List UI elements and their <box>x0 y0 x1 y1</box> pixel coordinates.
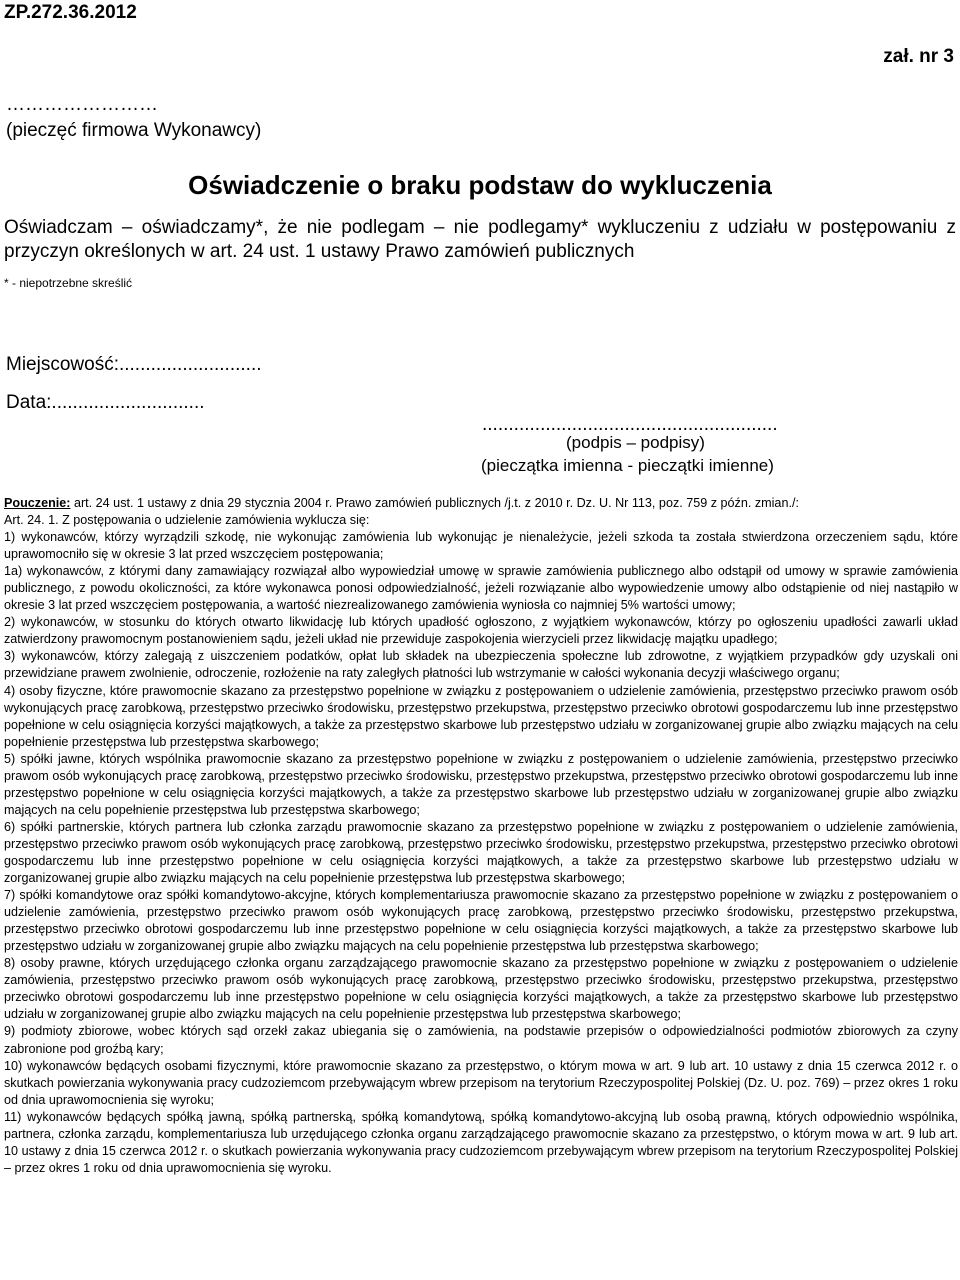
attachment-number: zał. nr 3 <box>883 46 954 67</box>
notice-item: 8) osoby prawne, których urzędującego członka organu zarządzającego prawomocnie skazano za przestępstwo popełnione w związku z postępowaniem o udzielenie zamówienia, przestępstwo przeciwko prawom osób wykonujących pracę zarobkową, przestępstwo przeciwko środowisku, przestępstwo przekupstwa, przestępstwo przeciwko obrotowi gospodarczemu lub inne przestępstwo popełnione w celu osiągnięcia korzyści majątkowych, a także za przestępstwo skarbowe lub przestępstwo udziału w zorganizowanej grupie albo związku mających na celu popełnienie przestępstwa lub przestępstwa skarbowego; <box>4 956 958 1022</box>
footnote: * - niepotrzebne skreślić <box>4 276 133 290</box>
notice-item: 1a) wykonawców, z którymi dany zamawiający rozwiązał albo wypowiedział umowę w sprawie zamówienia publicznego albo odstąpił od umowy w sprawie zamówienia publicznego, z powodu okoliczności, za które wykonawca ponosi odpowiedzialność, jeżeli rozwiązanie albo wypowiedzenie umowy albo odstąpienie od niej nastąpiło w okresie 3 lat przed wszczęciem postępowania, a wartość niezrealizowanego zamówienia wyniosła co najmniej 5% wartości umowy; <box>4 564 958 613</box>
notice-article: Art. 24. 1. Z postępowania o udzielenie zamówienia wyklucza się: <box>4 513 370 528</box>
reference-number: ZP.272.36.2012 <box>4 2 137 23</box>
seal-label: (pieczęć firmowa Wykonawcy) <box>6 120 262 141</box>
notice-item: 3) wykonawców, którzy zalegają z uiszczeniem podatków, opłat lub składek na ubezpieczenia społeczne lub zdrowotne, z wyjątkiem przypadków gdy uzyskali oni przewidziane prawem zwolnienie, odroczenie, rozłożenie na raty zaległych płatności lub wstrzymanie w całości wykonania decyzji właściwego organu; <box>4 649 958 681</box>
notice-item: 4) osoby fizyczne, które prawomocnie skazano za przestępstwo popełnione w związku z postępowaniem o udzielenie zamówienia, przestępstwo przeciwko prawom osób wykonujących pracę zarobkową, przestępstwo przeciwko środowisku, przestępstwo przekupstwa, przestępstwo przeciwko obrotowi gospodarczemu lub inne przestępstwo popełnione w celu osiągnięcia korzyści majątkowych, a także za przestępstwo skarbowe lub przestępstwo udziału w zorganizowanej grupie albo związku mających na celu popełnienie przestępstwa lub przestępstwa skarbowego; <box>4 683 958 749</box>
declaration-text: Oświadczam – oświadczamy*, że nie podlegam – nie podlegamy* wykluczeniu z udziału w postępowaniu z przyczyn określonych w art. 24 ust. 1 ustawy Prawo zamówień publicznych <box>4 217 956 262</box>
notice-items <box>4 529 958 1177</box>
notice-item: 2) wykonawców, w stosunku do których otwarto likwidację lub których upadłość ogłoszono, z wyjątkiem wykonawców, którzy po ogłoszeniu upadłości zawarli układ zatwierdzony prawomocnym postanowieniem sądu, jeżeli układ nie przewiduje zaspokojenia wierzycieli przez likwidację majątku upadłego; <box>4 615 958 647</box>
notice-label: Pouczenie: <box>4 496 71 510</box>
signature-label: (podpis – podpisy) <box>566 433 705 452</box>
signature-line: ........................................................ <box>482 414 778 435</box>
notice-item: 6) spółki partnerskie, których partnera lub członka zarządu prawomocnie skazano za przestępstwo popełnione w związku z postępowaniem o udzielenie zamówienia, przestępstwo przeciwko prawom osób wykonujących pracę zarobkową, przestępstwo przeciwko środowisku, przestępstwo przekupstwa, przestępstwo przeciwko obrotowi gospodarczemu lub inne przestępstwo popełnione w celu osiągnięcia korzyści majątkowych, a także za przestępstwo skarbowe lub przestępstwo udziału w zorganizowanej grupie albo związku mających na celu popełnienie przestępstwa lub przestępstwa skarbowego; <box>4 819 958 886</box>
notice-item: 9) podmioty zbiorowe, wobec których sąd orzekł zakaz ubiegania się o zamówienia, na podstawie przepisów o odpowiedzialności podmiotów zbiorowych za czyny zabronione pod groźbą kary; <box>4 1024 958 1056</box>
notice-intro <box>4 495 958 512</box>
stamp-label: (pieczątka imienna - pieczątki imienne) <box>481 456 774 475</box>
notice-item: 11) wykonawców będących spółką jawną, spółką partnerską, spółką komandytową, spółką komandytowo-akcyjną lub osobą prawną, których odpowiednio wspólnika, partnera, członka zarządu, komplementariusza lub urzędującego członka organu zarządzającego prawomocnie skazano za przestępstwo, o którym mowa w art. 9 lub art. 10 ustawy z dnia 15 czerwca 2012 r. o skutkach powierzania wykonywania pracy cudzoziemcom przebywającym wbrew przepisom na terytorium Rzeczypospolitej Polskiej – przez okres 1 roku od dnia uprawomocnienia się wyroku. <box>4 1109 958 1175</box>
document-title: Oświadczenie o braku podstaw do wykluczenia <box>188 170 772 200</box>
seal-dots: …………………… <box>6 94 158 115</box>
notice-item: 10) wykonawców będących osobami fizycznymi, które prawomocnie skazano za przestępstwo, o którym mowa w art. 9 lub art. 10 ustawy z dnia 15 czerwca 2012 r. o skutkach powierzania wykonywania pracy cudzoziemcom przebywającym wbrew przepisom na terytorium Rzeczypospolitej Polskiej (Dz. U. poz. 769) – przez okres 1 roku od dnia uprawomocnienia się wyroku; <box>4 1058 958 1107</box>
notice-item: 1) wykonawców, którzy wyrządzili szkodę, nie wykonując zamówienia lub wykonując je nienależycie, jeżeli szkoda ta została stwierdzona orzeczeniem sądu, które uprawomocniło się w okresie 3 lat przed wszczęciem postępowania; <box>4 530 958 562</box>
notice-intro-text: art. 24 ust. 1 ustawy z dnia 29 stycznia 2004 r. Prawo zamówień publicznych /j.t. z 2010 r. Dz. U. Nr 113, poz. 759 z późn. zmian./: <box>70 496 799 510</box>
company-seal-block <box>6 92 261 144</box>
place-field: Miejscowość:........................... <box>6 354 262 375</box>
legal-notice <box>4 495 958 1177</box>
notice-item: 5) spółki jawne, których wspólnika prawomocnie skazano za przestępstwo popełnione w związku z postępowaniem o udzielenie zamówienia, przestępstwo przeciwko prawom osób wykonujących pracę zarobkową, przestępstwo przeciwko środowisku, przestępstwo przekupstwa, przestępstwo przeciwko obrotowi gospodarczemu lub inne przestępstwo popełnione w celu osiągnięcia korzyści majątkowych, a także za przestępstwo skarbowe lub przestępstwo udziału w zorganizowanej grupie albo związku mających na celu popełnienie przestępstwa lub przestępstwa skarbowego; <box>4 751 958 817</box>
notice-item: 7) spółki komandytowe oraz spółki komandytowo-akcyjne, których komplementariusza prawomocnie skazano za przestępstwo popełnione w związku z postępowaniem o udzielenie zamówienia, przestępstwo przeciwko prawom osób wykonujących pracę zarobkową, przestępstwo przeciwko środowisku, przestępstwo przekupstwa, przestępstwo przeciwko obrotowi gospodarczemu lub inne przestępstwo popełnione w celu osiągnięcia korzyści majątkowych, a także za przestępstwo skarbowe lub przestępstwo udziału w zorganizowanej grupie albo związku mających na celu popełnienie przestępstwa lub przestępstwa skarbowego; <box>4 888 958 954</box>
date-field: Data:............................. <box>6 392 205 413</box>
